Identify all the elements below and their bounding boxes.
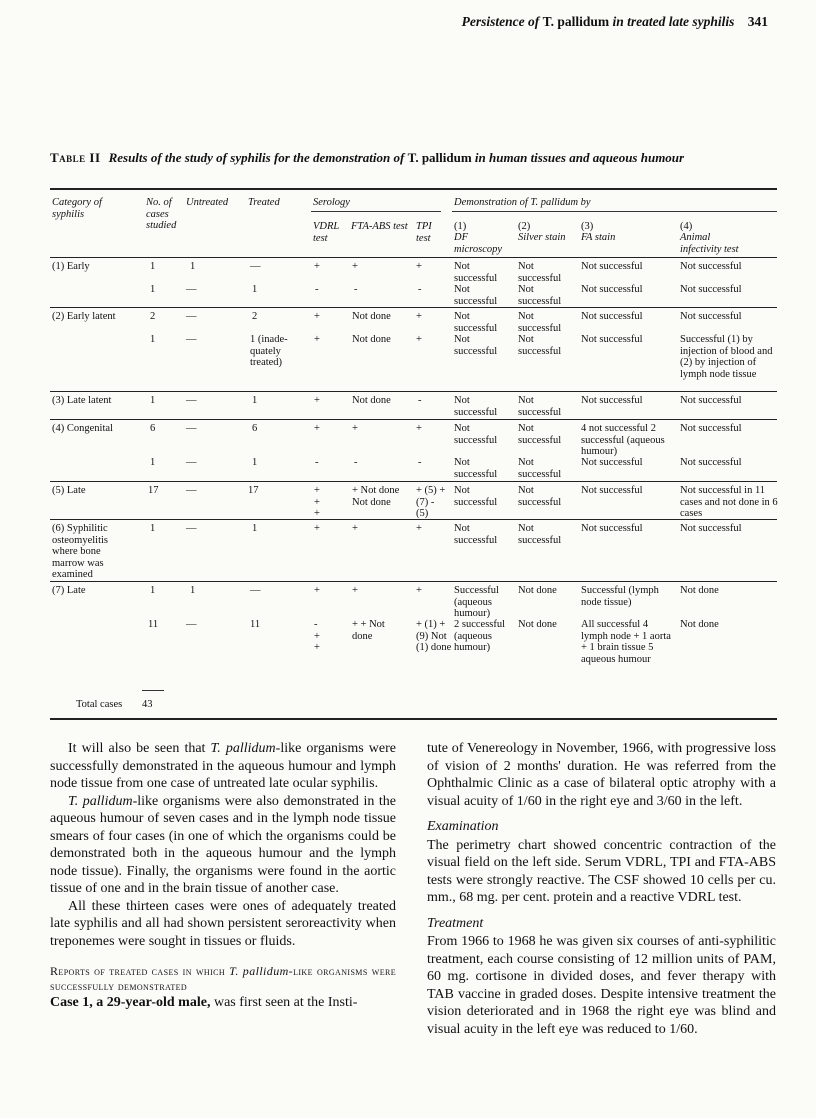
header-animal: Animal infectivity test xyxy=(680,232,739,255)
r6-untr: — xyxy=(186,523,197,534)
header-df-num: (1) xyxy=(454,221,467,232)
r1a-untr: 1 xyxy=(190,261,196,272)
r5-fa: Not successful xyxy=(581,485,643,496)
header-tpi: TPI test xyxy=(416,221,432,244)
r7a-silver: Not done xyxy=(518,585,557,596)
r7b-tpi: + (1) + (9) Not (1) done xyxy=(416,619,452,653)
r2a-cases: 2 xyxy=(150,311,156,322)
r4b-vdrl: - xyxy=(315,457,319,468)
r2a-treat: 2 xyxy=(252,311,258,322)
p2-text-a: T. pallidum xyxy=(68,793,133,809)
r1b-fta: - xyxy=(354,284,358,295)
r1b-untr: — xyxy=(186,284,197,295)
table-top-rule xyxy=(50,188,777,190)
table-row-rule xyxy=(50,307,777,308)
running-head xyxy=(462,14,768,30)
table-caption xyxy=(50,150,730,166)
table-header-rule xyxy=(50,257,777,258)
header-serology: Serology xyxy=(313,197,350,208)
r3-df: Not successful xyxy=(454,395,498,418)
r2b-cases: 1 xyxy=(150,334,156,345)
header-silver: Silver stain xyxy=(518,232,566,243)
r5-cases: 17 xyxy=(148,485,159,496)
r7a-fa: Successful (lymph node tissue) xyxy=(581,585,659,608)
r5-untr: — xyxy=(186,485,197,496)
header-fa: FA stain xyxy=(581,232,616,243)
header-treated: Treated xyxy=(248,197,280,208)
r3-animal: Not successful xyxy=(680,395,742,406)
r3-cat: (3) Late latent xyxy=(52,395,112,406)
body-right-paragraph-3: From 1966 to 1968 he was given six courses of anti-syphilitic treatment, each course consisting of 12 million units of PAM, 60 mg. cortisone in divided doses, and fever therapy with TAB vaccine in graded doses. Despite intensive treatment the vision deteriorated and in 1968 the right eye was blind and visual acuity in the left eye was reduced to 1/60. xyxy=(427,934,776,1037)
r6-silver: Not successful xyxy=(518,523,562,546)
section-text-a: Reports of treated cases in which xyxy=(50,964,230,978)
r4a-silver: Not successful xyxy=(518,423,562,446)
table-row-rule xyxy=(50,481,777,482)
r4b-df: Not successful xyxy=(454,457,498,480)
r3-cases: 1 xyxy=(150,395,156,406)
subheading-examination: Examination xyxy=(427,819,499,834)
r2a-df: Not successful xyxy=(454,311,498,334)
r1a-df: Not successful xyxy=(454,261,498,284)
r5-vdrl: + + + xyxy=(314,485,320,519)
r7b-vdrl: - + + xyxy=(314,619,320,653)
r7a-treat: — xyxy=(250,585,261,596)
p2-text-b: -like organisms were also demonstrated in the aqueous humour of seven cases and in the lymph node tissue smears of four cases (in one of which the organisms could be demonstrated both in the aqueous humour and the lymph node tissue). Finally, the organisms were found in the aortic tissue of one and in the brain tissue of another case. xyxy=(50,793,396,896)
r4b-treat: 1 xyxy=(252,457,258,468)
r3-vdrl: + xyxy=(314,395,320,406)
case-1-text: was first seen at the Insti- xyxy=(210,995,358,1010)
r3-untr: — xyxy=(186,395,197,406)
section-text-b: T. pallidum xyxy=(229,964,289,978)
r1a-cases: 1 xyxy=(150,261,156,272)
r5-df: Not successful xyxy=(454,485,498,508)
r1b-vdrl: - xyxy=(315,284,319,295)
r1a-treat: — xyxy=(250,261,261,272)
r7b-silver: Not done xyxy=(518,619,557,630)
total-underline xyxy=(142,690,164,691)
r4b-untr: — xyxy=(186,457,197,468)
header-untreated: Untreated xyxy=(186,197,229,208)
r1b-df: Not successful xyxy=(454,284,498,307)
r2a-vdrl: + xyxy=(314,311,320,322)
body-left-column xyxy=(50,740,396,1012)
r2a-fa: Not successful xyxy=(581,311,643,322)
r7b-fta: + + Not done xyxy=(352,619,385,642)
table-row-rule xyxy=(50,419,777,420)
demonstration-underline xyxy=(452,211,777,212)
r7b-fa: All successful 4 lymph node + 1 aorta + 1 brain tissue 5 aqueous humour xyxy=(581,619,671,665)
r4a-vdrl: + xyxy=(314,423,320,434)
r2a-fta: Not done xyxy=(352,311,391,322)
table-bottom-rule xyxy=(50,718,777,720)
r7a-animal: Not done xyxy=(680,585,719,596)
r7b-animal: Not done xyxy=(680,619,719,630)
header-demonstration: Demonstration of T. pallidum by xyxy=(454,197,591,208)
table-row-rule xyxy=(50,391,777,392)
body-right-paragraph-1: tute of Venereology in November, 1966, with progressive loss of vision of 2 months' duration. He was referred from the Ophthalmic Clinic as a case of bilateral optic atrophy with a visual acuity of 1/60 in the right eye and 3/60 in the left. xyxy=(427,741,776,809)
p1-text-c: -like organisms were successfully demonstrated in the aqueous humour and lymph node tissue from one case of untreated late ocular syphilis. xyxy=(50,741,396,791)
header-vdrl: VDRL test xyxy=(313,221,340,244)
r1a-silver: Not successful xyxy=(518,261,562,284)
r6-cases: 1 xyxy=(150,523,156,534)
r7a-cat: (7) Late xyxy=(52,585,86,596)
r4b-tpi: - xyxy=(418,457,422,468)
r1b-silver: Not successful xyxy=(518,284,562,307)
total-value: 43 xyxy=(142,699,153,710)
r3-fa: Not successful xyxy=(581,395,643,406)
case-1-intro xyxy=(50,994,396,1012)
p1-text-a: It will also be seen that xyxy=(68,741,211,756)
r7a-tpi: + xyxy=(416,585,422,596)
r4b-silver: Not successful xyxy=(518,457,562,480)
caption-text-a: Results of the study of syphilis for the demonstration of xyxy=(108,150,408,165)
table-label: Table II xyxy=(50,150,101,165)
r2a-animal: Not successful xyxy=(680,311,742,322)
r1b-animal: Not successful xyxy=(680,284,742,295)
p1-text-b: T. pallidum xyxy=(210,741,276,756)
r6-animal: Not successful xyxy=(680,523,742,534)
r5-cat: (5) Late xyxy=(52,485,86,496)
r6-fa: Not successful xyxy=(581,523,643,534)
r2b-silver: Not successful xyxy=(518,334,562,357)
r2a-tpi: + xyxy=(416,311,422,322)
r6-tpi: + xyxy=(416,523,422,534)
r1b-fa: Not successful xyxy=(581,284,643,295)
r4a-animal: Not successful xyxy=(680,423,742,434)
r2b-df: Not successful xyxy=(454,334,498,357)
r1b-tpi: - xyxy=(418,284,422,295)
r4a-treat: 6 xyxy=(252,423,258,434)
r2b-treat: 1 (inade-quately treated) xyxy=(250,334,288,368)
r1a-fa: Not successful xyxy=(581,261,643,272)
r4a-cat: (4) Congenital xyxy=(52,423,113,434)
header-cases: No. of cases studied xyxy=(146,197,177,231)
r1b-treat: 1 xyxy=(252,284,258,295)
r2a-cat: (2) Early latent xyxy=(52,311,116,322)
header-animal-num: (4) xyxy=(680,221,693,232)
header-category: Category of syphilis xyxy=(52,197,102,220)
r6-treat: 1 xyxy=(252,523,258,534)
r4a-untr: — xyxy=(186,423,197,434)
r2b-fa: Not successful xyxy=(581,334,643,345)
running-head-title-c: in treated late syphilis xyxy=(609,14,735,29)
header-fta: FTA-ABS test xyxy=(351,221,408,232)
r4b-animal: Not successful xyxy=(680,457,742,468)
r4a-df: Not successful xyxy=(454,423,498,446)
r5-animal: Not successful in 11 cases and not done in 6 cases xyxy=(680,485,778,519)
r3-fta: Not done xyxy=(352,395,391,406)
r6-vdrl: + xyxy=(314,523,320,534)
case-1-heading: Case 1, a 29-year-old male, xyxy=(50,995,211,1010)
r2b-fta: Not done xyxy=(352,334,391,345)
section-heading xyxy=(50,964,396,994)
r4b-fa: Not successful xyxy=(581,457,643,468)
body-right-column xyxy=(427,740,776,1038)
total-label: Total cases xyxy=(76,699,123,710)
subheading-treatment: Treatment xyxy=(427,915,484,931)
section-text-c: -like organisms were successfully demonstrated xyxy=(50,964,396,993)
r5-silver: Not successful xyxy=(518,485,562,508)
r5-treat: 17 xyxy=(248,485,259,496)
r2b-untr: — xyxy=(186,334,197,345)
r5-tpi: + (5) + (7) - (5) xyxy=(416,485,446,519)
header-silver-num: (2) xyxy=(518,221,531,232)
r7b-untr: — xyxy=(186,619,197,630)
r7b-cases: 11 xyxy=(148,619,159,630)
r7a-fta: + xyxy=(352,585,358,596)
serology-underline xyxy=(311,211,441,212)
caption-text-c: in human tissues and aqueous humour xyxy=(471,150,685,165)
r7b-treat: 11 xyxy=(250,619,261,630)
r4a-fta: + xyxy=(352,423,358,434)
r2a-untr: — xyxy=(186,311,197,322)
r7a-untr: 1 xyxy=(190,585,196,596)
r1a-animal: Not successful xyxy=(680,261,742,272)
r5-fta: + Not done Not done xyxy=(352,485,400,508)
r4a-cases: 6 xyxy=(150,423,156,434)
r7a-df: Successful (aqueous humour) xyxy=(454,585,499,619)
page-number: 341 xyxy=(747,14,768,29)
r2b-vdrl: + xyxy=(314,334,320,345)
r3-tpi: - xyxy=(418,395,422,406)
r2b-tpi: + xyxy=(416,334,422,345)
r1b-cases: 1 xyxy=(150,284,156,295)
body-left-paragraph-2 xyxy=(50,793,396,898)
r4a-fa: 4 not successful 2 successful (aqueous humour) xyxy=(581,423,665,457)
table-row-rule xyxy=(50,519,777,520)
body-left-paragraph-1 xyxy=(50,740,396,793)
r2b-animal: Successful (1) by injection of blood and (2) by injection of lymph node tissue xyxy=(680,334,773,380)
r4a-tpi: + xyxy=(416,423,422,434)
r7a-vdrl: + xyxy=(314,585,320,596)
body-right-paragraph-2: The perimetry chart showed concentric contraction of the visual field on the left side. Serum VDRL, TPI and FTA-ABS tests were strongly reactive. The CSF showed 10 cells per cu. mm., 68 mg. per cent. protein and a reactive VDRL test. xyxy=(427,837,776,905)
r3-silver: Not successful xyxy=(518,395,562,418)
r6-df: Not successful xyxy=(454,523,498,546)
r1a-fta: + xyxy=(352,261,358,272)
r3-treat: 1 xyxy=(252,395,258,406)
r1a-tpi: + xyxy=(416,261,422,272)
table-row-rule xyxy=(50,581,777,582)
header-fa-num: (3) xyxy=(581,221,594,232)
caption-text-b: T. pallidum xyxy=(407,150,472,165)
r4b-cases: 1 xyxy=(150,457,156,468)
r1a-cat: (1) Early xyxy=(52,261,90,272)
running-head-title-a: Persistence of xyxy=(461,14,543,29)
r6-fta: + xyxy=(352,523,358,534)
r1a-vdrl: + xyxy=(314,261,320,272)
running-head-title-b: T. pallidum xyxy=(542,14,610,29)
r2a-silver: Not successful xyxy=(518,311,562,334)
header-df: DF microscopy xyxy=(454,232,503,255)
r7b-df: 2 successful (aqueous humour) xyxy=(454,619,506,653)
r7a-cases: 1 xyxy=(150,585,156,596)
r4b-fta: - xyxy=(354,457,358,468)
r6-cat: (6) Syphilitic osteomyelitis where bone marrow was examined xyxy=(52,523,108,580)
body-left-paragraph-3: All these thirteen cases were ones of adequately treated late syphilis and all had shown persistent seroreactivity when treponemes were sought in tissues or fluids. xyxy=(50,898,396,949)
